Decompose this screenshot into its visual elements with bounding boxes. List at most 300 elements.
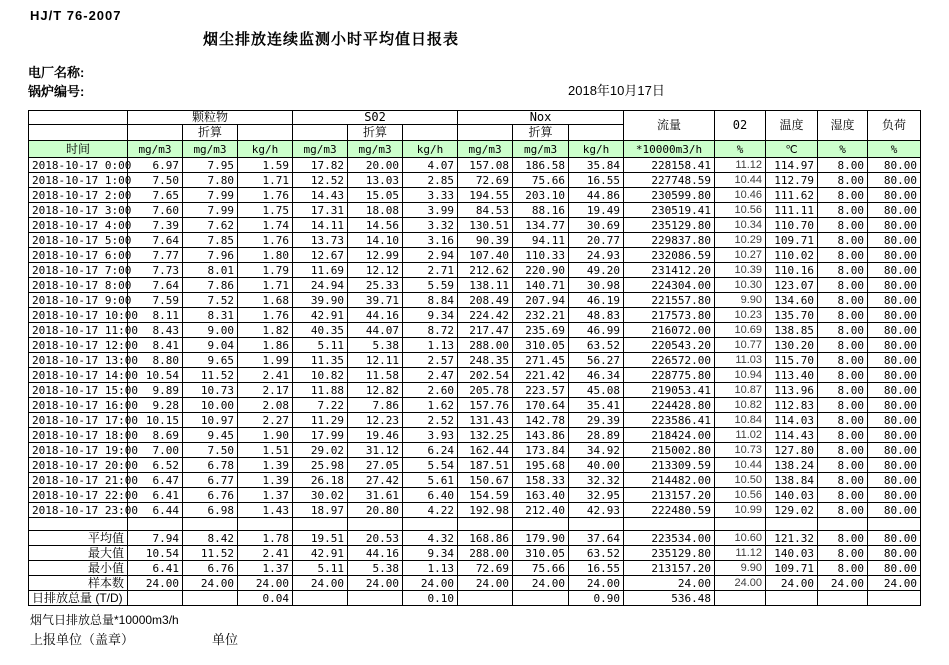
value-cell: 221557.80 xyxy=(624,293,715,308)
value-cell: 72.69 xyxy=(458,173,513,188)
value-cell: 35.41 xyxy=(569,398,624,413)
value-cell: 12.23 xyxy=(348,413,403,428)
value-cell: 227748.59 xyxy=(624,173,715,188)
value-cell: 10.44 xyxy=(715,173,766,188)
table-row xyxy=(29,488,921,503)
summary-value-cell: 24.00 xyxy=(238,576,293,591)
value-cell: 4.22 xyxy=(403,503,458,518)
value-cell: 14.10 xyxy=(348,233,403,248)
blank-cell xyxy=(868,518,921,531)
unit-cell: mg/m3 xyxy=(513,141,569,158)
value-cell: 80.00 xyxy=(868,278,921,293)
value-cell: 9.45 xyxy=(183,428,238,443)
value-cell: 8.00 xyxy=(818,428,868,443)
value-cell: 2.47 xyxy=(403,368,458,383)
value-cell: 140.71 xyxy=(513,278,569,293)
table-row xyxy=(29,323,921,338)
value-cell: 7.86 xyxy=(183,278,238,293)
time-cell: 2018-10-17 22:00 xyxy=(29,488,128,503)
summary-value-cell: 24.00 xyxy=(293,576,348,591)
time-cell: 2018-10-17 4:00 xyxy=(29,218,128,233)
time-cell: 2018-10-17 10:00 xyxy=(29,308,128,323)
value-cell: 26.18 xyxy=(293,473,348,488)
value-cell: 2.71 xyxy=(403,263,458,278)
value-cell: 7.95 xyxy=(183,158,238,173)
unit-cell: ℃ xyxy=(766,141,818,158)
summary-label-cell: 平均值 xyxy=(29,531,128,546)
value-cell: 80.00 xyxy=(868,323,921,338)
value-cell: 12.52 xyxy=(293,173,348,188)
value-cell: 20.77 xyxy=(569,233,624,248)
plant-name-label: 电厂名称: xyxy=(28,65,85,80)
value-cell: 8.00 xyxy=(818,383,868,398)
header-pm-converted: 折算 xyxy=(183,125,238,141)
value-cell: 213309.59 xyxy=(624,458,715,473)
value-cell: 205.78 xyxy=(458,383,513,398)
value-cell: 123.07 xyxy=(766,278,818,293)
report-table xyxy=(28,110,921,606)
summary-value-cell: 37.64 xyxy=(569,531,624,546)
value-cell: 10.99 xyxy=(715,503,766,518)
time-cell: 2018-10-17 1:00 xyxy=(29,173,128,188)
value-cell: 5.54 xyxy=(403,458,458,473)
value-cell: 2.17 xyxy=(238,383,293,398)
value-cell: 5.38 xyxy=(348,338,403,353)
value-cell: 2.27 xyxy=(238,413,293,428)
header-so2: S02 xyxy=(293,111,458,125)
value-cell: 18.97 xyxy=(293,503,348,518)
header-load: 负荷 xyxy=(868,111,921,141)
value-cell: 1.71 xyxy=(238,278,293,293)
value-cell: 14.43 xyxy=(293,188,348,203)
value-cell: 4.07 xyxy=(403,158,458,173)
value-cell: 1.13 xyxy=(403,338,458,353)
value-cell: 80.00 xyxy=(868,368,921,383)
unit-cell: *10000m3/h xyxy=(624,141,715,158)
summary-value-cell: 9.34 xyxy=(403,546,458,561)
value-cell: 138.84 xyxy=(766,473,818,488)
summary-value-cell xyxy=(458,591,513,606)
time-cell: 2018-10-17 18:00 xyxy=(29,428,128,443)
value-cell: 11.69 xyxy=(293,263,348,278)
header-nox: Nox xyxy=(458,111,624,125)
value-cell: 194.55 xyxy=(458,188,513,203)
summary-value-cell: 168.86 xyxy=(458,531,513,546)
summary-value-cell xyxy=(715,591,766,606)
value-cell: 12.67 xyxy=(293,248,348,263)
value-cell: 24.93 xyxy=(569,248,624,263)
value-cell: 10.27 xyxy=(715,248,766,263)
unit-cell: % xyxy=(818,141,868,158)
value-cell: 186.58 xyxy=(513,158,569,173)
value-cell: 230599.80 xyxy=(624,188,715,203)
value-cell: 31.12 xyxy=(348,443,403,458)
value-cell: 10.30 xyxy=(715,278,766,293)
value-cell: 80.00 xyxy=(868,188,921,203)
value-cell: 46.19 xyxy=(569,293,624,308)
value-cell: 1.39 xyxy=(238,473,293,488)
value-cell: 8.00 xyxy=(818,353,868,368)
value-cell: 219053.41 xyxy=(624,383,715,398)
value-cell: 7.50 xyxy=(128,173,183,188)
time-cell: 2018-10-17 15:00 xyxy=(29,383,128,398)
value-cell: 13.03 xyxy=(348,173,403,188)
value-cell: 30.98 xyxy=(569,278,624,293)
summary-value-cell: 24.00 xyxy=(624,576,715,591)
value-cell: 7.80 xyxy=(183,173,238,188)
summary-value-cell: 8.42 xyxy=(183,531,238,546)
value-cell: 212.62 xyxy=(458,263,513,278)
value-cell: 1.76 xyxy=(238,233,293,248)
value-cell: 10.87 xyxy=(715,383,766,398)
value-cell: 8.00 xyxy=(818,173,868,188)
value-cell: 150.67 xyxy=(458,473,513,488)
value-cell: 39.90 xyxy=(293,293,348,308)
value-cell: 230519.41 xyxy=(624,203,715,218)
summary-value-cell: 80.00 xyxy=(868,546,921,561)
summary-value-cell: 235129.80 xyxy=(624,546,715,561)
value-cell: 8.00 xyxy=(818,158,868,173)
value-cell: 46.99 xyxy=(569,323,624,338)
value-cell: 212.40 xyxy=(513,503,569,518)
blank-header-cell xyxy=(569,125,624,141)
value-cell: 2.85 xyxy=(403,173,458,188)
value-cell: 45.08 xyxy=(569,383,624,398)
value-cell: 80.00 xyxy=(868,173,921,188)
value-cell: 132.25 xyxy=(458,428,513,443)
summary-value-cell: 1.37 xyxy=(238,561,293,576)
value-cell: 1.68 xyxy=(238,293,293,308)
value-cell: 80.00 xyxy=(868,293,921,308)
summary-value-cell xyxy=(348,591,403,606)
value-cell: 1.43 xyxy=(238,503,293,518)
value-cell: 222480.59 xyxy=(624,503,715,518)
unit-cell: mg/m3 xyxy=(458,141,513,158)
value-cell: 6.97 xyxy=(128,158,183,173)
header-humidity: 湿度 xyxy=(818,111,868,141)
summary-value-cell: 24.00 xyxy=(183,576,238,591)
value-cell: 25.98 xyxy=(293,458,348,473)
header-time: 时间 xyxy=(29,141,128,158)
value-cell: 10.00 xyxy=(183,398,238,413)
summary-value-cell: 6.41 xyxy=(128,561,183,576)
blank-cell xyxy=(458,518,513,531)
table-row xyxy=(29,203,921,218)
summary-value-cell: 5.11 xyxy=(293,561,348,576)
value-cell: 18.08 xyxy=(348,203,403,218)
time-cell: 2018-10-17 21:00 xyxy=(29,473,128,488)
value-cell: 10.82 xyxy=(293,368,348,383)
summary-value-cell: 72.69 xyxy=(458,561,513,576)
value-cell: 111.11 xyxy=(766,203,818,218)
value-cell: 157.08 xyxy=(458,158,513,173)
value-cell: 110.02 xyxy=(766,248,818,263)
value-cell: 2.08 xyxy=(238,398,293,413)
value-cell: 207.94 xyxy=(513,293,569,308)
summary-value-cell: 1.78 xyxy=(238,531,293,546)
summary-value-cell: 0.04 xyxy=(238,591,293,606)
value-cell: 6.77 xyxy=(183,473,238,488)
blank-header-cell xyxy=(458,125,513,141)
summary-row xyxy=(29,576,921,591)
summary-value-cell xyxy=(868,591,921,606)
summary-value-cell: 8.00 xyxy=(818,531,868,546)
value-cell: 12.12 xyxy=(348,263,403,278)
value-cell: 20.00 xyxy=(348,158,403,173)
value-cell: 235.69 xyxy=(513,323,569,338)
value-cell: 229837.80 xyxy=(624,233,715,248)
summary-value-cell: 6.76 xyxy=(183,561,238,576)
time-cell: 2018-10-17 9:00 xyxy=(29,293,128,308)
table-row xyxy=(29,188,921,203)
value-cell: 8.00 xyxy=(818,278,868,293)
value-cell: 8.00 xyxy=(818,473,868,488)
value-cell: 10.77 xyxy=(715,338,766,353)
summary-value-cell: 24.00 xyxy=(715,576,766,591)
time-cell: 2018-10-17 5:00 xyxy=(29,233,128,248)
value-cell: 138.24 xyxy=(766,458,818,473)
value-cell: 228158.41 xyxy=(624,158,715,173)
value-cell: 13.73 xyxy=(293,233,348,248)
value-cell: 10.15 xyxy=(128,413,183,428)
time-cell: 2018-10-17 11:00 xyxy=(29,323,128,338)
value-cell: 112.79 xyxy=(766,173,818,188)
time-cell: 2018-10-17 12:00 xyxy=(29,338,128,353)
value-cell: 35.84 xyxy=(569,158,624,173)
value-cell: 17.82 xyxy=(293,158,348,173)
value-cell: 11.35 xyxy=(293,353,348,368)
time-cell: 2018-10-17 13:00 xyxy=(29,353,128,368)
value-cell: 232.21 xyxy=(513,308,569,323)
value-cell: 11.58 xyxy=(348,368,403,383)
time-cell: 2018-10-17 17:00 xyxy=(29,413,128,428)
summary-value-cell: 10.60 xyxy=(715,531,766,546)
value-cell: 84.53 xyxy=(458,203,513,218)
value-cell: 7.64 xyxy=(128,233,183,248)
summary-value-cell xyxy=(293,591,348,606)
value-cell: 30.02 xyxy=(293,488,348,503)
time-cell: 2018-10-17 16:00 xyxy=(29,398,128,413)
value-cell: 88.16 xyxy=(513,203,569,218)
blank-cell xyxy=(293,518,348,531)
header-particulate: 颗粒物 xyxy=(128,111,293,125)
value-cell: 9.65 xyxy=(183,353,238,368)
blank-header-cell xyxy=(29,125,128,141)
value-cell: 80.00 xyxy=(868,503,921,518)
summary-value-cell: 4.32 xyxy=(403,531,458,546)
blank-cell xyxy=(818,518,868,531)
value-cell: 8.00 xyxy=(818,413,868,428)
value-cell: 223586.41 xyxy=(624,413,715,428)
value-cell: 138.85 xyxy=(766,323,818,338)
report-date: 2018年10月17日 xyxy=(568,83,665,98)
value-cell: 3.16 xyxy=(403,233,458,248)
summary-value-cell xyxy=(513,591,569,606)
summary-value-cell: 24.00 xyxy=(128,576,183,591)
table-row xyxy=(29,218,921,233)
value-cell: 115.70 xyxy=(766,353,818,368)
summary-value-cell: 42.91 xyxy=(293,546,348,561)
value-cell: 7.59 xyxy=(128,293,183,308)
value-cell: 40.00 xyxy=(569,458,624,473)
value-cell: 27.42 xyxy=(348,473,403,488)
value-cell: 32.95 xyxy=(569,488,624,503)
summary-value-cell: 1.13 xyxy=(403,561,458,576)
summary-value-cell: 0.10 xyxy=(403,591,458,606)
time-cell: 2018-10-17 6:00 xyxy=(29,248,128,263)
blank-cell xyxy=(128,518,183,531)
value-cell: 112.83 xyxy=(766,398,818,413)
value-cell: 5.59 xyxy=(403,278,458,293)
unit-cell: mg/m3 xyxy=(128,141,183,158)
value-cell: 220543.20 xyxy=(624,338,715,353)
unit-cell: kg/h xyxy=(238,141,293,158)
value-cell: 1.75 xyxy=(238,203,293,218)
unit-cell: % xyxy=(715,141,766,158)
value-cell: 130.20 xyxy=(766,338,818,353)
value-cell: 14.56 xyxy=(348,218,403,233)
value-cell: 113.40 xyxy=(766,368,818,383)
value-cell: 1.80 xyxy=(238,248,293,263)
header-flow: 流量 xyxy=(624,111,715,141)
table-row xyxy=(29,473,921,488)
value-cell: 8.11 xyxy=(128,308,183,323)
summary-value-cell: 44.16 xyxy=(348,546,403,561)
summary-value-cell: 80.00 xyxy=(868,561,921,576)
value-cell: 1.62 xyxy=(403,398,458,413)
value-cell: 8.41 xyxy=(128,338,183,353)
value-cell: 8.00 xyxy=(818,443,868,458)
table-row xyxy=(29,338,921,353)
value-cell: 224.42 xyxy=(458,308,513,323)
value-cell: 11.52 xyxy=(183,368,238,383)
value-cell: 203.10 xyxy=(513,188,569,203)
blank-cell xyxy=(183,518,238,531)
value-cell: 11.88 xyxy=(293,383,348,398)
value-cell: 217.47 xyxy=(458,323,513,338)
value-cell: 226572.00 xyxy=(624,353,715,368)
value-cell: 16.55 xyxy=(569,173,624,188)
summary-value-cell: 9.90 xyxy=(715,561,766,576)
value-cell: 80.00 xyxy=(868,383,921,398)
blank-header-cell xyxy=(403,125,458,141)
summary-value-cell: 24.00 xyxy=(513,576,569,591)
value-cell: 12.11 xyxy=(348,353,403,368)
value-cell: 202.54 xyxy=(458,368,513,383)
value-cell: 17.31 xyxy=(293,203,348,218)
summary-value-cell: 213157.20 xyxy=(624,561,715,576)
value-cell: 10.82 xyxy=(715,398,766,413)
value-cell: 142.78 xyxy=(513,413,569,428)
value-cell: 8.01 xyxy=(183,263,238,278)
summary-value-cell: 11.52 xyxy=(183,546,238,561)
value-cell: 80.00 xyxy=(868,263,921,278)
time-cell: 2018-10-17 3:00 xyxy=(29,203,128,218)
summary-value-cell: 20.53 xyxy=(348,531,403,546)
summary-value-cell: 109.71 xyxy=(766,561,818,576)
value-cell: 29.39 xyxy=(569,413,624,428)
value-cell: 7.99 xyxy=(183,203,238,218)
table-row xyxy=(29,398,921,413)
summary-value-cell: 288.00 xyxy=(458,546,513,561)
value-cell: 80.00 xyxy=(868,398,921,413)
summary-value-cell: 24.00 xyxy=(403,576,458,591)
value-cell: 7.99 xyxy=(183,188,238,203)
summary-value-cell: 11.12 xyxy=(715,546,766,561)
value-cell: 173.84 xyxy=(513,443,569,458)
summary-value-cell: 121.32 xyxy=(766,531,818,546)
summary-value-cell: 140.03 xyxy=(766,546,818,561)
summary-value-cell: 536.48 xyxy=(624,591,715,606)
blank-cell xyxy=(624,518,715,531)
value-cell: 10.84 xyxy=(715,413,766,428)
value-cell: 1.39 xyxy=(238,458,293,473)
summary-value-cell: 24.00 xyxy=(818,576,868,591)
table-row xyxy=(29,368,921,383)
value-cell: 214482.00 xyxy=(624,473,715,488)
value-cell: 7.60 xyxy=(128,203,183,218)
value-cell: 39.71 xyxy=(348,293,403,308)
summary-value-cell: 2.41 xyxy=(238,546,293,561)
unit-cell: % xyxy=(868,141,921,158)
value-cell: 140.03 xyxy=(766,488,818,503)
time-cell: 2018-10-17 23:00 xyxy=(29,503,128,518)
value-cell: 7.96 xyxy=(183,248,238,263)
value-cell: 2.60 xyxy=(403,383,458,398)
value-cell: 80.00 xyxy=(868,428,921,443)
value-cell: 114.97 xyxy=(766,158,818,173)
value-cell: 80.00 xyxy=(868,473,921,488)
value-cell: 8.00 xyxy=(818,188,868,203)
value-cell: 80.00 xyxy=(868,308,921,323)
value-cell: 8.00 xyxy=(818,293,868,308)
summary-row xyxy=(29,591,921,606)
summary-label-cell: 日排放总量 (T/D) xyxy=(29,591,128,606)
summary-value-cell: 10.54 xyxy=(128,546,183,561)
report-unit-label: 上报单位（盖章） xyxy=(30,632,135,647)
value-cell: 11.29 xyxy=(293,413,348,428)
value-cell: 80.00 xyxy=(868,248,921,263)
value-cell: 7.65 xyxy=(128,188,183,203)
value-cell: 163.40 xyxy=(513,488,569,503)
time-cell: 2018-10-17 19:00 xyxy=(29,443,128,458)
summary-label-cell: 样本数 xyxy=(29,576,128,591)
unit-cell: mg/m3 xyxy=(293,141,348,158)
time-cell: 2018-10-17 7:00 xyxy=(29,263,128,278)
blank-cell xyxy=(29,518,128,531)
summary-value-cell: 8.00 xyxy=(818,546,868,561)
value-cell: 75.66 xyxy=(513,173,569,188)
value-cell: 162.44 xyxy=(458,443,513,458)
blank-cell xyxy=(766,518,818,531)
value-cell: 3.99 xyxy=(403,203,458,218)
value-cell: 9.00 xyxy=(183,323,238,338)
value-cell: 7.22 xyxy=(293,398,348,413)
page-title: 烟尘排放连续监测小时平均值日报表 xyxy=(202,31,459,48)
value-cell: 158.33 xyxy=(513,473,569,488)
value-cell: 143.86 xyxy=(513,428,569,443)
summary-value-cell: 7.94 xyxy=(128,531,183,546)
value-cell: 12.99 xyxy=(348,248,403,263)
value-cell: 6.98 xyxy=(183,503,238,518)
value-cell: 170.64 xyxy=(513,398,569,413)
value-cell: 30.69 xyxy=(569,218,624,233)
value-cell: 1.76 xyxy=(238,188,293,203)
table-row xyxy=(29,413,921,428)
value-cell: 10.23 xyxy=(715,308,766,323)
value-cell: 2.57 xyxy=(403,353,458,368)
table-body xyxy=(29,158,921,606)
